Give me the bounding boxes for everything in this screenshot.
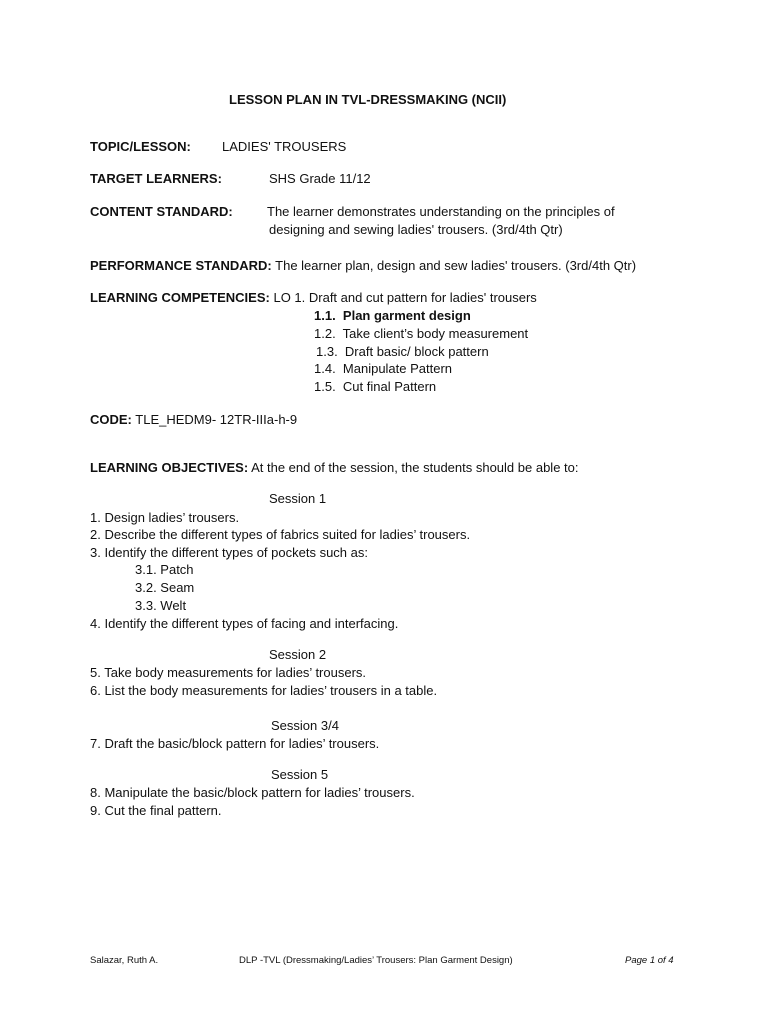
session-title: Session 3/4 (271, 718, 339, 733)
performance-standard-label: PERFORMANCE STANDARD: (90, 258, 272, 273)
code-label: CODE: (90, 412, 132, 427)
objective-item: 7. Draft the basic/block pattern for ladies’ trousers. (90, 736, 380, 751)
objective-sub-item: 3.1. Patch (135, 562, 194, 577)
objective-item: 5. Take body measurements for ladies’ trousers. (90, 665, 367, 680)
objective-item: 3. Identify the different types of pockets such as: (90, 545, 368, 560)
objective-item: 6. List the body measurements for ladies’ trousers in a table. (90, 683, 438, 698)
competencies-value: LO 1. Draft and cut pattern for ladies' trousers (273, 290, 537, 305)
objective-item: 8. Manipulate the basic/block pattern for ladies’ trousers. (90, 785, 415, 800)
competency-item: 1.3. Draft basic/ block pattern (316, 344, 489, 359)
competencies-label: LEARNING COMPETENCIES: (90, 290, 270, 305)
footer-author: Salazar, Ruth A. (90, 955, 159, 966)
code-value: TLE_HEDM9- 12TR-IIIa-h-9 (135, 412, 298, 427)
footer-doc-title: DLP -TVL (Dressmaking/Ladies’ Trousers: Plan Garment Design) (239, 955, 513, 966)
objective-item: 4. Identify the different types of facing and interfacing. (90, 616, 399, 631)
objective-sub-item: 3.3. Welt (135, 598, 187, 613)
objective-item: 1. Design ladies’ trousers. (90, 510, 240, 525)
session-title: Session 5 (271, 767, 329, 782)
objectives (90, 460, 579, 476)
content-standard-line2: designing and sewing ladies' trousers. (3rd/4th Qtr) (269, 222, 563, 237)
page-title: LESSON PLAN IN TVL-DRESSMAKING (NCII) (229, 92, 507, 107)
competencies (90, 290, 537, 306)
competency-item: 1.4. Manipulate Pattern (314, 361, 453, 376)
performance-standard (90, 258, 636, 274)
objective-item: 9. Cut the final pattern. (90, 803, 222, 818)
topic-label: TOPIC/LESSON: (90, 139, 191, 154)
objectives-value: At the end of the session, the students should be able to: (251, 460, 579, 475)
content-standard-line1: The learner demonstrates understanding on the principles of (267, 204, 615, 219)
topic-value: LADIES' TROUSERS (222, 139, 347, 154)
target-value: SHS Grade 11/12 (269, 171, 371, 186)
objective-sub-item: 3.2. Seam (135, 580, 195, 595)
target-label: TARGET LEARNERS: (90, 171, 222, 186)
competency-item: 1.2. Take client’s body measurement (314, 326, 529, 341)
footer-page-number: Page 1 of 4 (625, 955, 674, 966)
objectives-label: LEARNING OBJECTIVES: (90, 460, 249, 475)
session-title: Session 1 (269, 491, 327, 506)
competency-item: 1.1. Plan garment design (314, 308, 471, 323)
session-title: Session 2 (269, 647, 327, 662)
objective-item: 2. Describe the different types of fabrics suited for ladies’ trousers. (90, 527, 471, 542)
content-standard-label: CONTENT STANDARD: (90, 204, 233, 219)
competency-item: 1.5. Cut final Pattern (314, 379, 437, 394)
performance-standard-value: The learner plan, design and sew ladies' trousers. (3rd/4th Qtr) (275, 258, 637, 273)
code (90, 412, 297, 428)
